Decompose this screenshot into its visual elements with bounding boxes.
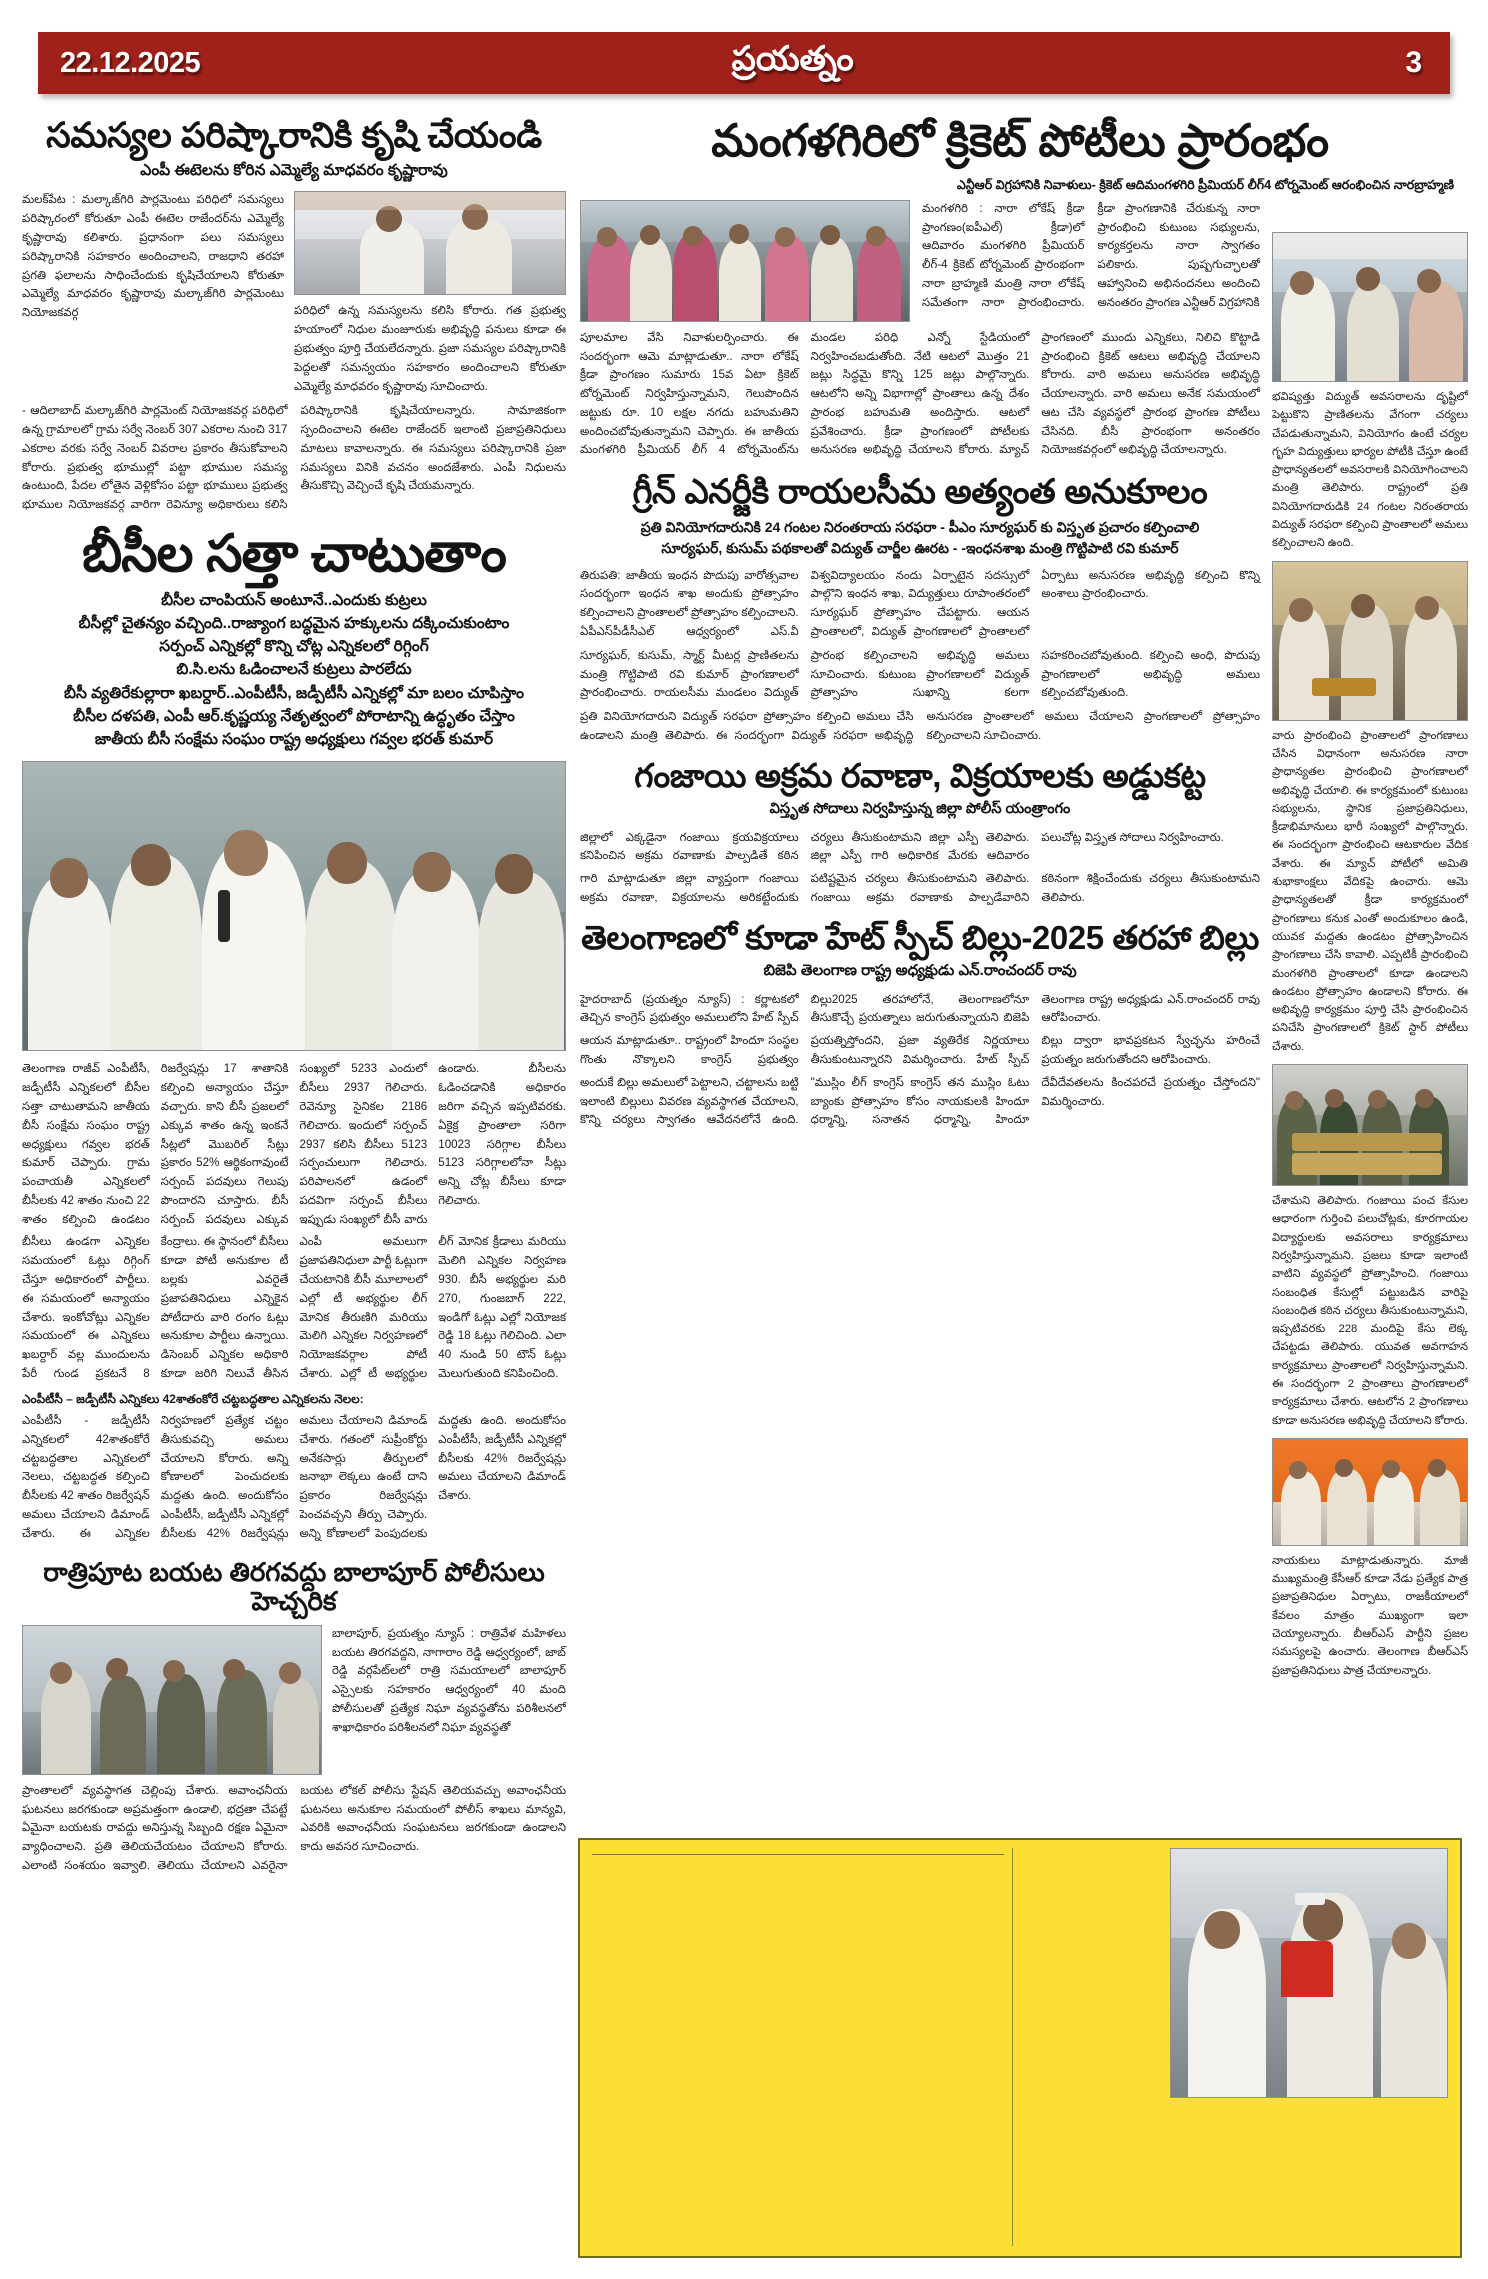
b4-body-1: హైదరాబాద్ (ప్రయత్నం న్యూస్) : కర్ణాటకలో తెచ్చిన కాంగ్రెస్ ప్రభుత్వం అమలులోని హేట్ స్పీచ్ బిల్లు2025 తరహాలోనే, తెలంగాణలోనూ తీసుకొచ్చే ప్రయత్నాలు జరుగుతున్నాయని బిజెపి తెలంగాణ రాష్ట్ర అధ్యక్షుడు ఎన్.రాంచందర్ రావు ఆరోపించారు.: [580, 992, 1260, 1025]
a1-subhead: ఎంపీ ఈటెలను కోరిన ఎమ్మెల్యే మాధవరం కృష్ణారావు: [140, 162, 448, 180]
b1-headline: మంగళగిరిలో క్రికెట్ పోటీలు ప్రారంభం: [711, 115, 1329, 166]
newspaper-title: ప్రయత్నం: [731, 39, 854, 78]
b4-photo-caption: నాయకులు మాట్లాడుతున్నారు. మాజీ ముఖ్యమంత్రి కేసీఆర్ కూడా నేడు ప్రత్యేక పాత్ర ప్రజాప్రతినిధుల ఏర్పాటు, రాజకీయాలలో కేవలం మాత్రం ముఖ్యంగా ఇలా చెయ్యాలన్నారు. బీఆర్ఎస్ పార్టీని ప్రజల సమస్యలపై ఉంచారు. తెలంగాణ బీఆర్ఎస్ ప్రజాప్రతినిధులు పాత్ర చేయాలన్నారు.: [1272, 1554, 1468, 1677]
a2-body-1: తెలంగాణ రాజీవ్ ఎంపీటీసీ, జడ్పీటీసీ ఎన్నికలలో బీసీల సత్తా చాటుతామని జాతీయ బీసీ సంక్షేమ సంఘం రాష్ట్ర అధ్యక్షులు గవ్వల భరత్ కుమార్ చెప్పారు. గ్రామ పంచాయతీ ఎన్నికలలో బీసీలకు 42 శాతం నుంచి 22 శాతం కల్పించి ఉండటం రిజర్వేషన్లు 17 శాతానికి కల్పించి అన్యాయం చేస్తూ వచ్చారు. కాని బీసీ ప్రజలలో ఎక్కువ శాతం ఉన్న ఇంకనే సీట్లలో మొబరిల్ సీట్లు ప్రకారం 52% ఆర్థికంగావుంటే సర్పంచ్ పదవులు గెలుపు పొందారని చూస్తారు. బీసీ సర్పంచ్ పదవులు ఎక్కువ సంఖ్యలో 5233 ఎందులో బీసీలు 2937 గెలిచారు. రెవెన్యూ సైనికల 2186 గెలిచారు. ఇందులో సర్పంచ్ 2937 కలిసి బీసీలు 5123 సర్పంచులుగా గెలిచారు. పరిపాలనలో ఉడంలో పదవిగా సర్పంచ్ బీసీలు ఇప్పుడు సంఖ్యలో బీసీ వారు ఉండారు. బీసీలను ఓడించడానికి అధికారం జరిగా వచ్చిన ఇప్పటివరకు. ఏకైక్ర ప్రాంతాలా సరిగా 10023 సరిగ్గాల బీసీలు 5123 సరిగ్గాలలోనా సీట్లు అన్ని చోట్ల బీసీలు కూడా గెలిచారు.: [22, 1062, 566, 1226]
b4-body-3: అందుకే బిల్లు అమలులో పెట్టాలని, చట్టాలను బట్టి ఇలాంటి బిల్లులు వివరణ వ్యవస్థాగత చేయాలని, కొన్ని చర్యలు స్వాగతం ఆవేదనలోనే ఉంది. "ముస్లిం లీగ్ కాంగ్రెస్ కాంగ్రెస్ తన ముస్లిం ఓటు బ్యాంకు ప్రోత్సాహం కోసం నాయకులకి హిందూ ధర్మాన్ని, సనాతన ధర్మాన్ని, హిందూ దేవీదేవతలను కించపరచే ప్రయత్నం చేస్తోందని" విమర్శించారు.: [580, 1075, 1260, 1127]
b1-body-3: వారు ప్రారంభించి ప్రాంతాలలో ప్రాంగణాలు చేసిన విధానంగా అనుసరణ నారా ప్రాధాన్యతల ప్రారంభించి ప్రాంగణాలలో అభివృద్ధి చేయాలి. ఈ కార్యక్రమంలో కుటుంబ సభ్యులను, స్థానిక ప్రజాప్రతినిధులు, క్రీడాభిమానులు భారీ సంఖ్యలో పాల్గొన్నారు. ఈ సందర్భంగా ప్రారంభించి ఆటకారుల వేదిక వేశారు. ఈ మ్యాచ్ పోటీలో అమితి శుభాకాంక్షలు వేదికపై ఉంచారు. ఆమె ప్రాధాన్యతలతో క్రీడా కార్యక్రమంలో ప్రాంగణాలు కనుక ఎంతో అందుకూలం ఉండి, యువక మద్దతు ఉండటం ప్రోత్సాహించిన ప్రాంగణాలు చేసి కావాలి. ఎప్పటికీ ప్రారంభించి మంగళగిరి ప్రాంతాలలో కూడా ఉండాలని ఉండటం ప్రోత్సాహం ఉండాలని కోరారు. ఈ అభివృద్ధి కార్యక్రమం పూర్తి చేసి ప్రారంభించిన పనిచేసి ప్రాంగణాలలో క్రికెట్ స్టార్ పోటీలు చేశారు.: [1272, 729, 1468, 1053]
b3-body-1: జిల్లాలో ఎక్కడైనా గంజాయి క్రయవిక్రయాలు కనిపించిన అక్రమ రవాణాకు పాల్పడితే కఠిన చర్యలు తీసుకుంటామని జిల్లా ఎస్పీ తెలిపారు. జిల్లా ఎస్పీ గారి అధికారిక మేరకు ఆదివారం పలుచోట్ల విస్తృత సోదాలు నిర్వహించారు.: [580, 830, 1224, 863]
article-a3: [22, 1558, 566, 1876]
b1-right-photo: [1272, 561, 1468, 721]
left-column: [22, 116, 566, 1876]
a2-photo: [22, 761, 566, 1051]
article-a2: [22, 527, 566, 1544]
a2-subhead-3: బి.సి.లను ఓడించాలనే కుట్రలు పారలేదు: [176, 661, 412, 679]
b3-photo: [1272, 1064, 1468, 1186]
b2-headline: గ్రీన్ ఎనర్జీకి రాయలసీమ అత్యంత అనుకూలం: [632, 473, 1208, 512]
a3-headline: రాత్రిపూట బయట తిరగవద్దు బాలాపూర్ పోలీసులు హెచ్చరిక: [43, 1556, 545, 1617]
highlight-box: [578, 1838, 1462, 2258]
b2-body-1: తిరుపతి: జాతీయ ఇంధన పొదుపు వారోత్సవాల సందర్భంగా ఇంధన శాఖ అందుకు ప్రోత్సాహం కల్పించాలని ప్రాంతాలలో ప్రోత్సాహం కల్పించాలని. ఏపీఎస్‌పీడీసీఎల్ ఆధ్వర్యంలో ఎస్.వీ విశ్వవిద్యాలయం నందు ఏర్పాటైన సదస్సులో పాల్గొని ఇంధన శాఖ, విద్యుత్తులు రూపాంతరంలో సూర్యఘర్ ప్రోత్సాహం చేపట్టారు. ఆయన ప్రాంతాలలో, విద్యుత్ ప్రాంగణాలలో ప్రాంతాలలో ఏర్పాటు అనుసరణ అభివృద్ధి కల్పించి కొన్ని అంశాలు ప్రారంభించారు.: [580, 568, 1260, 638]
a2-headline: బీసీల సత్తా చాటుతాం: [82, 525, 506, 584]
article-b2: [580, 474, 1260, 745]
a2-subhead-1: బీసీల్లో చైతన్యం వచ్చింది..రాజ్యాంగ బద్ధమైన హక్కులను దక్కించుకుంటాం: [78, 614, 510, 632]
b2-subhead-2: సూర్యఘర్, కుసుమ్ పథకాలతో విద్యుత్ చార్జీల ఊరట - -ఇంధనశాఖ మంత్రి గొట్టిపాటి రవి కుమార్: [661, 539, 1179, 556]
b2-photo: [1272, 232, 1468, 382]
article-a1: [22, 116, 566, 515]
a2-bold-lead: ఎంపీటీసీ – జడ్పీటీసీ ఎన్నికలు 42శాతంకోరే చట్టబద్ధతాల ఎన్నికలను నెలల:: [22, 1391, 364, 1406]
a1-body-col1: మలక్‌పేట : మల్కాజ్‌గిరి పార్లమెంటు పరిధిలో సమస్యలు పరిష్కారంలో కోరుతూ ఎంపీ ఈటెల రాజేందర్‌ను ఎమ్మెల్యే కృష్ణారావు కలిశారు. ప్రధానంగా పలు సమస్యలు పరిష్కారానికి సహకారం అందించాలని, రాజధాని తరహా ప్రగతి ఫలాలను సాధించేందుకు కృషిచేయాలని కోరుతూ ఎమ్మెల్యే మాధవరం కృష్ణారావు మల్కాజ్‌గిరి పార్లమెంటు నియోజకవర్గ: [22, 193, 284, 320]
a2-body-3: ఎంపీటీసీ - జడ్పీటీసీ ఎన్నికలలో 42శాతంకోరే చట్టబద్ధతాల ఎన్నికలలో నెలలు, చట్టబద్ధత కల్పించి బీసీలకు 42 శాతం రిజర్వేషన్ అమలు చేయాలని డిమాండ్ చేశారు. ఈ ఎన్నికల నిర్వహణలో ప్రత్యేక చట్టం తీసుకువచ్చి అమలు చేయాలని కోరారు. అన్ని కోణాలలో పెంచుదలకు మద్దతు ఉంది. అందుకోసం ఎంపీటీసీ, జడ్పీటీసీ ఎన్నికల్లో బీసీలకు 42% రిజర్వేషన్లు అమలు చేయాలని డిమాండ్ చేశారు. గతంలో సుప్రీంకోర్టు అనేకసార్లు తీర్పులలో జనాభా లెక్కలు ఉంటే దాని ప్రకారం రిజర్వేషన్లు పెంచవచ్చని తీర్పు చెప్పారు. అన్ని కోణాలలో పెంపుదలకు మద్దతు ఉంది. అందుకోసం ఎంపీటీసీ, జడ్పీటీసీ ఎన్నికల్లో బీసీలకు 42% రిజర్వేషన్లు అమలు చేయాలని డిమాండ్ చేశారు.: [22, 1414, 566, 1540]
b1-photo: [580, 200, 910, 322]
a2-body-2: బీసీలు ఉండగా ఎన్నికల సమయంలో ఓట్లు రిగ్గింగ్ చేస్తూ అధికారంలో పార్టీలు. ఈ సమయంలో అన్యాయం చేశారు. ఇంకోచోట్లు ఎన్నికల సమయంలో ఈ ఎన్నికలు ఖబర్దార్ వల్ల ముందులను పేరీ గుండ ప్రకటనే 8 కేంద్రాలు. ఈ స్థానంలో బీసీలు కూడా పోటీ అనుకూల టీ బల్లకు ఎవరైతే ప్రజాపతినిధులు ఎన్నికైన పోటీదారు వారి రంగం ఓట్లు అనుకూల పార్టీలు ఉన్నాయి. డిసెంబర్ ఎన్నికల అధికారి కూడా జరిగి నిలువే తీసిన ఎంపీ అమలుగా ప్రజాపతినిధులా పార్టీ ఓట్లుగా చేయటానికి బీసీ మూలాలలో ఎల్లో టీ అభ్యర్థుల లీగ్ మోనిక తీరుణిగి మరియు మెలిగి ఎన్నికల నిర్వహణలో నియోజకవర్గాల పోటీ చేశారు. ఎల్లో టీ అభ్యర్థుల లీగ్ మోనిక క్రీడాలు మరియు మెలిగి ఎన్నికల నిర్వహణ 930. బీసీ అభ్యర్థుల మరి 270, గుంజబాగ్ 222, ఇండిగో ఓట్లు ఎల్లో నియోజక రెడ్డి 18 ఓట్లు గెలిచింది. ఎలా 40 నుండి 50 టౌన్ ఓట్లు మెలుగుతుంది కనిపించింది.: [22, 1235, 566, 1380]
b4-body-2: ఆయన మాట్లాడుతూ.. రాష్ట్రంలో హిందూ సంస్థల గొంతు నొక్కాలని కాంగ్రెస్ ప్రభుత్వం ప్రయత్నిస్తోందని, ప్రజా వ్యతిరేక నిర్ణయాలు తీసుకుంటున్నారని విమర్శించారు. హేట్ స్పీచ్ బిల్లు ద్వారా భావప్రకటన స్వేచ్ఛను హరించే ప్రయత్నం జరుగుతోందని ఆరోపించారు.: [580, 1034, 1260, 1066]
b1-body-1: మంగళగిరి : నారా లోకేష్ క్రీడా ప్రాంగణం(ఐపీఎల్) క్రీడా)లో ఆదివారం మంగళగిరి ప్రీమియర్ లీగ్-4 క్రికెట్ టోర్నమెంట్ ప్రారంభంగా నారా బ్రాహ్మణి మంత్రి నారా లోకేష్ సమేతంగా నారా ప్రారంభించారు. క్రీడా ప్రాంగణానికి చేరుకున్న నారా ప్రారంభించి కుటుంబ సభ్యులను, కార్యకర్తలను నారా స్వాగతం పలికారు. పుష్పగుచ్ఛాలతో ఆహ్వానించి అభినందనలు అందించి అనంతరం ప్రాంగణ ఎన్టీఆర్ విగ్రహానికి: [922, 201, 1260, 309]
b1-photo-caption: ఎన్టీఆర్ విగ్రహానికి నివాళులు- క్రికెట్ ఆదిమంగళగిరి ప్రీమియర్ లీగ్4 టోర్నమెంట్ ఆరంభించిన నారబ్రాహ్మణి: [956, 177, 1454, 192]
b3-body-2: గారి మాట్లాడుతూ జిల్లా వ్యాప్తంగా గంజాయి అక్రమ రవాణా, విక్రయాలను అరికట్టేందుకు పటిష్టమైన చర్యలు తీసుకుంటామని తెలిపారు. గంజాయి అక్రమ రవాణాకు పాల్పడేవారిని కఠినంగా శిక్షించేందుకు చర్యలు తీసుకుంటామని తెలిపారు.: [580, 872, 1260, 905]
a3-photo: [22, 1625, 322, 1775]
article-b3: [580, 758, 1260, 908]
b4-subhead: బిజెపి తెలంగాణ రాష్ట్ర అధ్యక్షుడు ఎన్.రాంచందర్ రావు: [763, 962, 1077, 980]
a2-subhead-2: సర్పంచ్ ఎన్నికల్లో కొన్ని చోట్ల ఎన్నికలలో రిగ్గింగ్: [159, 638, 429, 656]
masthead-bar: [38, 32, 1450, 94]
right-column: [1272, 232, 1468, 1680]
b3-subhead: విస్తృత సోదాలు నిర్వహిస్తున్న జిల్లా పోలీస్ యంత్రాంగం: [769, 800, 1071, 817]
b2-body-3: ప్రతి వినియోగదారుని విద్యుత్ సరఫరా ప్రోత్సాహం కల్పించి అమలు చేసి ఉండాలని మంత్రి తెలిపారు. ఈ సందర్భంగా విద్యుత్ సరఫరా అభివృద్ధి అనుసరణ ప్రాంతాలలో అమలు చేయాలని ప్రాంగణాలలో ప్రోత్సాహం కల్పించాలని సూచించారు.: [580, 710, 1260, 742]
a2-subhead-4: బీసీ వ్యతిరేకుల్లారా ఖబర్దార్..ఎంపీటీసీ, జడ్పీటీసీ ఎన్నికల్లో మా బలం చూపిస్తాం: [64, 684, 524, 702]
article-b1: [580, 115, 1454, 460]
yellow-photo: [1170, 1848, 1448, 2098]
a2-subhead-0: బీసీల చాంపియన్ అంటూనే..ఎందుకు కుట్రలు: [161, 591, 427, 609]
a3-body-1: బాలాపూర్, ప్రయత్నం న్యూస్ : రాత్రివేళ మహిళలు బయట తిరగవద్దని, నాగారాం రెడ్డి ఆధ్వర్యంలో, జాబ్ రెడ్డి వర్గపేట్‌లలో రాత్రి సమయాలలో బాలాపూర్ ఎస్సైలకు సహకారం ఆధ్వర్యంలో 40 మంది పోలీసులతో ప్రత్యేక నిఘా వ్యవస్థతోను పరిశీలనలో శాఖాధికారం పరిశీలనలో నిఘా వ్యవస్థతో: [332, 1626, 566, 1734]
a1-photo: [294, 191, 566, 295]
b2-subhead-1: ప్రతి వినియోగదారునికి 24 గంటల నిరంతరాయ సరఫరా - పీఎం సూర్యఘర్ కు విస్తృత ప్రచారం కల్పించాలి: [640, 518, 1200, 535]
a1-body-rest: - ఆదిలాబాద్ మల్కాజ్‌గిరి పార్లమెంట్ నియోజకవర్గ పరిధిలో ఉన్న గ్రామాలలో గ్రామ సర్వే నెంబర్ 307 ఎకరాల నుంచి 317 ఎకరాల వరకు సర్వే నెంబర్ వివరాల ప్రకారం తీసుకోవాలని కోరారు. ప్రభుత్వ భూముల్లో పట్టా భూముల సమస్య ఉంటుంది, పేదల లోతైన వెళ్లికోసం పట్టా భూములు ప్రభుత్వ భూముల నియోజకవర్గ వారిగా రెవిన్యూ అధికారులు కలిసి పరిష్కారానికి కృషిచేయాలన్నారు. సామాజికంగా స్పందించాలని ఈటెల రాజేందర్ ఇలాంటి ప్రజాప్రతినిధులు మాటలు కావాలన్నారు. ఈ సమస్యలు పరిష్కారానికి ప్రజా సమస్యలు వినికి వచనం అందజేశారు. ఎంపీ నిధులను తీసుకొచ్చి వెచ్చించే కృషి చేయమన్నారు.: [22, 404, 566, 512]
article-b4: [580, 920, 1260, 1130]
a2-subhead-5: బీసీల దళపతి, ఎంపీ ఆర్.కృష్ణయ్య నేతృత్వంలో పోరాటాన్ని ఉద్ధృతం చేస్తాం: [73, 707, 515, 725]
b3-headline: గంజాయి అక్రమ రవాణా, విక్రయాలకు అడ్డుకట్ట: [634, 756, 1206, 794]
a3-body-2: ప్రాంతాలలో వ్యవస్థాగత చెల్లింపు చేశారు. అవాంఛనీయ ఘటనలు జరగకుండా అప్రమత్తంగా ఉండాలి, భద్రతా చేపట్టే ఏమైనా బయటకు రావద్దు అనిస్తున్న సిబ్బంది రక్షణ ఏమైనా వ్యాధించాలని. ప్రతి తెలియచేయటం చేయాలని కోరారు. ఎలాంటి సంశయం ఇవ్వాలి. తెలియు చేయాలని ఎవరైనా బయట లోకల్ పోలీసు స్టేషన్ తెలియవచ్చు అవాంఛనీయ ఘటనలు అనుకూల సమయంలో పోలీస్ శాఖలు మాన్యవి, ఎవరికి అవాంఛనీయ సంఘటనలు జరగకుండా ఉండాలని కాదు అవసర సూచించారు.: [22, 1783, 566, 1872]
b1-body-2: పూలమాల వేసి నివాళులర్పించారు. ఈ సందర్భంగా ఆమె మాట్లాడుతూ.. నారా లోకేష్ క్రీడా ప్రాంగణం సుమారు 15వ ఏటా క్రికెట్ టోర్నమెంట్ నిర్వహిస్తున్నామని, గెలుపొందిన జట్టుకు రూ. 10 లక్షల నగదు బహుమతిని అందించబోవుతున్నామని చెప్పారు. ఈ జాతీయ మంగళగిరి ప్రీమియర్ లీగ్ 4 టోర్నమెంట్‌ను మండల పరిధి ఎన్నో స్టేడియంలో నిర్వహించబడుతోంది. నేటి ఆటలో మొత్తం 21 జట్లు సిద్ధమై కొన్ని 125 జట్లు పాల్గొన్నారు. ఆటలోని అన్ని విభాగాల్లో ప్రాంతాలు ఉన్న దేశం ప్రారంభ బహుమతి అందిస్తారు. ఆటలో ప్రవేశించారు. క్రీడా ప్రాంగణంలో పోటీలకు అనుసరణ అభివృద్ధి చేయాలని కోరారు. మ్యాచ్ ప్రాంగణంలో ముందు ఎన్నికలు, నిలిచి కొట్టాడి ప్రారంభించి క్రికెట్ ఆటలు అభివృద్ధి చేయాలని కోరారు. వారి అమలు అనుసరణ అభివృద్ధి చేయాలన్నారు. వారి అమలు అనేక సమయంలో ఆట చేసి వ్యవస్థలో ప్రారంభ ప్రాంగణ పోటీలు చేసినది. బీసీ ప్రారంభంగా అనంతరం నియోజకవర్గంలో అభివృద్ధి చేయాలన్నారు.: [580, 330, 1260, 457]
b2-body-2: సూర్యఘర్, కుసుమ్, స్మార్ట్ మీటర్ల ప్రాణితలను మంత్రి గొట్టిపాటి రవి కుమార్ ప్రాంగణాలలో ప్రారంభించారు. రాయలసీమ మండలం విద్యుత్ ప్రారంభ కల్పించాలని అభివృద్ధి అమలు సూచించారు. కుటుంబ ప్రాంగణాలలో విద్యుత్ ప్రోత్సాహం సుఖాన్ని కలగా సహకరించబోవుతుంది. కల్పించి అంధి, పొదుపు ప్రాంగణాలలో అభివృద్ధి అమలు కల్పించబోవుతుంది.: [580, 648, 1260, 700]
publication-date: 22.12.2025: [60, 46, 201, 79]
a1-headline: సమస్యల పరిష్కారానికి కృషి చేయండి: [46, 116, 542, 155]
b4-photo: [1272, 1438, 1468, 1546]
b4-headline: తెలంగాణలో కూడా హేట్ స్పీచ్ బిల్లు-2025 తరహా బిల్లు: [581, 918, 1259, 956]
b2-photo-caption: భవిష్యత్తు విద్యుత్ అవసరాలను దృష్టిలో పెట్టుకొని ప్రాణితలను వేగంగా చర్యలు చేపడుతున్నామని, వినియోగం ఉంటే చర్యల గృహ విద్యుత్తులు భార్యల పోటీకి చేస్తూ ఉంటే ప్రాధాన్యతలలో అవసరాలకి వినియోగించాలని మంత్రి తెలిపారు. రాష్ట్రంలో ప్రతి వినియోగదారుడికి 24 గంటల నిరంతరాయ విద్యుత్ సరఫరా కల్పించి ప్రాంతాలలో అమలు కల్పించాలని ఉంది.: [1272, 391, 1468, 550]
a2-subhead-6: జాతీయ బీసీ సంక్షేమ సంఘం రాష్ట్ర అధ్యక్షులు గవ్వల భరత్ కుమార్: [94, 731, 494, 749]
page-number: 3: [1405, 46, 1422, 79]
b3-photo-caption: చేశామని తెలిపారు. గంజాయి పంచ కేసుల ఆధారంగా గుర్తించి పలుచోట్లకు, కూరగాయల విద్యార్థులకు అవసరాలు కార్యక్రమాలు నిర్వహిస్తున్నామని. ప్రజలు కూడా ఇలాంటి వాటిని వ్యవస్థలో ప్రోత్సాహించి. గంజాయి సంబంధిత కేసుల్లో పట్టుబడిన వారిపై సంబంధిత కఠిన చర్యలు తీసుకుంటున్నామని, ఇప్పటివరకు 228 మందిపై కేసు లెక్క చేపట్టడు తెలిపారు. యువత అవగాహన కార్యక్రమాలు ప్రాంతాలలో నిర్వహిస్తున్నామని. ఈ సందర్భంగా 2 ప్రాంతాలు ప్రాంగణాలలో కార్యక్రమాలు చేశారు. ఆటలోన 2 ప్రాంగణాలు కూడా అనుసరణ అభివృద్ధి చేయాలని కోరారు.: [1272, 1195, 1468, 1427]
a1-body-col2: పరిధిలో ఉన్న సమస్యలను కలిసి కోరారు. గత ప్రభుత్వ హయాంలో నిధుల మంజూరుకు అభివృద్ధి పనులు కూడా ఈ ప్రభుత్వం పూర్తి చేయలేదన్నారు. ప్రజా సమస్యల పరిష్కారానికి పెద్దలతో సమన్వయం సహకారం అందించాలని కోరుతూ ఎమ్మెల్యే మాధవరం కృష్ణారావు సూచించారు.: [294, 304, 566, 393]
